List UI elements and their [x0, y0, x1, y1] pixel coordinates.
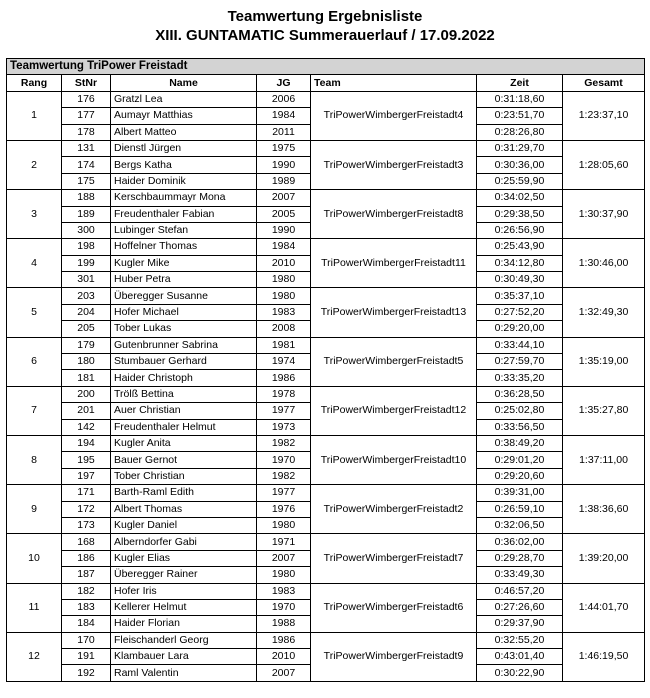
- start-number: 183: [62, 599, 111, 615]
- athlete-time: 0:29:28,70: [477, 550, 563, 566]
- birth-year: 2010: [257, 649, 311, 665]
- athlete-time: 0:33:35,20: [477, 370, 563, 386]
- birth-year: 1975: [257, 140, 311, 156]
- athlete-name: Bergs Katha: [111, 157, 257, 173]
- column-header-stnr: StNr: [62, 75, 111, 91]
- athlete-time: 0:33:49,30: [477, 567, 563, 583]
- birth-year: 2011: [257, 124, 311, 140]
- birth-year: 1982: [257, 435, 311, 451]
- table-row: [7, 288, 645, 304]
- team-name: TriPowerWimbergerFreistadt2: [311, 485, 477, 534]
- athlete-time: 0:26:59,10: [477, 501, 563, 517]
- document-header: [0, 8, 650, 45]
- athlete-name: Haider Dominik: [111, 173, 257, 189]
- athlete-name: Kerschbaummayr Mona: [111, 190, 257, 206]
- table-row: [7, 239, 645, 255]
- start-number: 195: [62, 452, 111, 468]
- team-rank: 4: [7, 239, 62, 288]
- team-total-time: 1:30:46,00: [563, 239, 645, 288]
- start-number: 172: [62, 501, 111, 517]
- table-banner: Teamwertung TriPower Freistadt: [7, 59, 645, 75]
- birth-year: 1982: [257, 468, 311, 484]
- athlete-time: 0:29:20,60: [477, 468, 563, 484]
- birth-year: 1977: [257, 485, 311, 501]
- start-number: 204: [62, 304, 111, 320]
- athlete-time: 0:27:26,60: [477, 599, 563, 615]
- athlete-time: 0:25:59,90: [477, 173, 563, 189]
- birth-year: 1986: [257, 632, 311, 648]
- athlete-time: 0:33:44,10: [477, 337, 563, 353]
- athlete-name: Hofer Iris: [111, 583, 257, 599]
- team-name: TriPowerWimbergerFreistadt12: [311, 386, 477, 435]
- athlete-time: 0:46:57,20: [477, 583, 563, 599]
- table-row: [7, 337, 645, 353]
- birth-year: 1981: [257, 337, 311, 353]
- athlete-name: Freudenthaler Fabian: [111, 206, 257, 222]
- birth-year: 1980: [257, 567, 311, 583]
- start-number: 200: [62, 386, 111, 402]
- athlete-time: 0:27:59,70: [477, 354, 563, 370]
- team-rank: 12: [7, 632, 62, 681]
- team-rank: 2: [7, 140, 62, 189]
- athlete-time: 0:31:29,70: [477, 140, 563, 156]
- birth-year: 1977: [257, 403, 311, 419]
- athlete-time: 0:35:37,10: [477, 288, 563, 304]
- athlete-name: Haider Christoph: [111, 370, 257, 386]
- athlete-name: Barth-Raml Edith: [111, 485, 257, 501]
- team-name: TriPowerWimbergerFreistadt7: [311, 534, 477, 583]
- start-number: 170: [62, 632, 111, 648]
- athlete-name: Aumayr Matthias: [111, 108, 257, 124]
- athlete-name: Hoffelner Thomas: [111, 239, 257, 255]
- athlete-time: 0:33:56,50: [477, 419, 563, 435]
- column-header-jg: JG: [257, 75, 311, 91]
- athlete-name: Trölß Bettina: [111, 386, 257, 402]
- team-rank: 11: [7, 583, 62, 632]
- athlete-time: 0:30:22,90: [477, 665, 563, 681]
- table-banner-row: [7, 59, 645, 75]
- team-rank: 9: [7, 485, 62, 534]
- start-number: 199: [62, 255, 111, 271]
- start-number: 131: [62, 140, 111, 156]
- start-number: 175: [62, 173, 111, 189]
- athlete-time: 0:43:01,40: [477, 649, 563, 665]
- birth-year: 1980: [257, 517, 311, 533]
- athlete-name: Raml Valentin: [111, 665, 257, 681]
- team-name: TriPowerWimbergerFreistadt13: [311, 288, 477, 337]
- column-header-rank: Rang: [7, 75, 62, 91]
- table-header-row: [7, 75, 645, 91]
- birth-year: 1988: [257, 616, 311, 632]
- team-total-time: 1:30:37,90: [563, 190, 645, 239]
- team-name: TriPowerWimbergerFreistadt4: [311, 91, 477, 140]
- team-rank: 8: [7, 435, 62, 484]
- athlete-name: Lubinger Stefan: [111, 222, 257, 238]
- athlete-time: 0:32:55,20: [477, 632, 563, 648]
- start-number: 300: [62, 222, 111, 238]
- team-total-time: 1:32:49,30: [563, 288, 645, 337]
- athlete-time: 0:29:37,90: [477, 616, 563, 632]
- athlete-name: Fleischanderl Georg: [111, 632, 257, 648]
- athlete-time: 0:39:31,00: [477, 485, 563, 501]
- team-total-time: 1:37:11,00: [563, 435, 645, 484]
- team-name: TriPowerWimbergerFreistadt10: [311, 435, 477, 484]
- start-number: 301: [62, 272, 111, 288]
- birth-year: 1990: [257, 222, 311, 238]
- birth-year: 1970: [257, 452, 311, 468]
- birth-year: 2007: [257, 665, 311, 681]
- team-name: TriPowerWimbergerFreistadt11: [311, 239, 477, 288]
- birth-year: 1976: [257, 501, 311, 517]
- table-row: [7, 386, 645, 402]
- athlete-name: Gratzl Lea: [111, 91, 257, 107]
- start-number: 203: [62, 288, 111, 304]
- table-row: [7, 435, 645, 451]
- athlete-name: Tober Lukas: [111, 321, 257, 337]
- athlete-name: Kellerer Helmut: [111, 599, 257, 615]
- athlete-name: Stumbauer Gerhard: [111, 354, 257, 370]
- athlete-name: Albert Matteo: [111, 124, 257, 140]
- athlete-name: Überegger Susanne: [111, 288, 257, 304]
- athlete-name: Tober Christian: [111, 468, 257, 484]
- athlete-name: Auer Christian: [111, 403, 257, 419]
- team-name: TriPowerWimbergerFreistadt3: [311, 140, 477, 189]
- table-body: [7, 91, 645, 681]
- team-rank: 10: [7, 534, 62, 583]
- birth-year: 2010: [257, 255, 311, 271]
- athlete-time: 0:23:51,70: [477, 108, 563, 124]
- column-header-team: Team: [311, 75, 477, 91]
- athlete-name: Klambauer Lara: [111, 649, 257, 665]
- athlete-time: 0:25:02,80: [477, 403, 563, 419]
- start-number: 181: [62, 370, 111, 386]
- start-number: 189: [62, 206, 111, 222]
- birth-year: 1989: [257, 173, 311, 189]
- start-number: 201: [62, 403, 111, 419]
- birth-year: 1973: [257, 419, 311, 435]
- athlete-name: Haider Florian: [111, 616, 257, 632]
- athlete-name: Bauer Gernot: [111, 452, 257, 468]
- birth-year: 1980: [257, 288, 311, 304]
- birth-year: 2008: [257, 321, 311, 337]
- team-rank: 1: [7, 91, 62, 140]
- athlete-name: Freudenthaler Helmut: [111, 419, 257, 435]
- start-number: 168: [62, 534, 111, 550]
- athlete-name: Gutenbrunner Sabrina: [111, 337, 257, 353]
- table-row: [7, 632, 645, 648]
- start-number: 182: [62, 583, 111, 599]
- results-table: [6, 58, 645, 682]
- start-number: 187: [62, 567, 111, 583]
- birth-year: 1974: [257, 354, 311, 370]
- team-total-time: 1:35:19,00: [563, 337, 645, 386]
- table-row: [7, 485, 645, 501]
- athlete-time: 0:30:49,30: [477, 272, 563, 288]
- athlete-time: 0:27:52,20: [477, 304, 563, 320]
- column-header-time: Zeit: [477, 75, 563, 91]
- birth-year: 1980: [257, 272, 311, 288]
- team-rank: 5: [7, 288, 62, 337]
- athlete-name: Überegger Rainer: [111, 567, 257, 583]
- birth-year: 2006: [257, 91, 311, 107]
- birth-year: 1984: [257, 108, 311, 124]
- athlete-name: Dienstl Jürgen: [111, 140, 257, 156]
- start-number: 191: [62, 649, 111, 665]
- athlete-time: 0:34:12,80: [477, 255, 563, 271]
- start-number: 142: [62, 419, 111, 435]
- athlete-time: 0:29:01,20: [477, 452, 563, 468]
- birth-year: 1983: [257, 583, 311, 599]
- birth-year: 1984: [257, 239, 311, 255]
- start-number: 177: [62, 108, 111, 124]
- birth-year: 1990: [257, 157, 311, 173]
- athlete-time: 0:25:43,90: [477, 239, 563, 255]
- page-title: Teamwertung Ergebnisliste: [227, 8, 423, 25]
- birth-year: 2007: [257, 190, 311, 206]
- start-number: 194: [62, 435, 111, 451]
- table-row: [7, 534, 645, 550]
- athlete-time: 0:28:26,80: [477, 124, 563, 140]
- birth-year: 1971: [257, 534, 311, 550]
- athlete-name: Hofer Michael: [111, 304, 257, 320]
- athlete-time: 0:36:02,00: [477, 534, 563, 550]
- start-number: 205: [62, 321, 111, 337]
- page-subtitle: XIII. GUNTAMATIC Summerauerlauf / 17.09.2022: [155, 27, 495, 44]
- team-total-time: 1:46:19,50: [563, 632, 645, 681]
- team-total-time: 1:44:01,70: [563, 583, 645, 632]
- column-header-name: Name: [111, 75, 257, 91]
- athlete-time: 0:38:49,20: [477, 435, 563, 451]
- athlete-name: Kugler Anita: [111, 435, 257, 451]
- table-row: [7, 190, 645, 206]
- birth-year: 1986: [257, 370, 311, 386]
- team-total-time: 1:39:20,00: [563, 534, 645, 583]
- athlete-time: 0:31:18,60: [477, 91, 563, 107]
- athlete-time: 0:32:06,50: [477, 517, 563, 533]
- start-number: 173: [62, 517, 111, 533]
- athlete-time: 0:34:02,50: [477, 190, 563, 206]
- table-row: [7, 583, 645, 599]
- birth-year: 1983: [257, 304, 311, 320]
- team-name: TriPowerWimbergerFreistadt9: [311, 632, 477, 681]
- birth-year: 1978: [257, 386, 311, 402]
- team-total-time: 1:23:37,10: [563, 91, 645, 140]
- team-rank: 3: [7, 190, 62, 239]
- athlete-name: Kugler Daniel: [111, 517, 257, 533]
- team-total-time: 1:28:05,60: [563, 140, 645, 189]
- team-rank: 6: [7, 337, 62, 386]
- birth-year: 1970: [257, 599, 311, 615]
- birth-year: 2007: [257, 550, 311, 566]
- birth-year: 2005: [257, 206, 311, 222]
- column-header-total: Gesamt: [563, 75, 645, 91]
- athlete-name: Albert Thomas: [111, 501, 257, 517]
- start-number: 179: [62, 337, 111, 353]
- table-row: [7, 91, 645, 107]
- start-number: 188: [62, 190, 111, 206]
- start-number: 180: [62, 354, 111, 370]
- start-number: 178: [62, 124, 111, 140]
- start-number: 171: [62, 485, 111, 501]
- athlete-time: 0:26:56,90: [477, 222, 563, 238]
- start-number: 186: [62, 550, 111, 566]
- athlete-name: Kugler Mike: [111, 255, 257, 271]
- start-number: 176: [62, 91, 111, 107]
- athlete-name: Kugler Elias: [111, 550, 257, 566]
- start-number: 198: [62, 239, 111, 255]
- athlete-name: Alberndorfer Gabi: [111, 534, 257, 550]
- team-name: TriPowerWimbergerFreistadt8: [311, 190, 477, 239]
- athlete-time: 0:29:38,50: [477, 206, 563, 222]
- athlete-time: 0:29:20,00: [477, 321, 563, 337]
- team-name: TriPowerWimbergerFreistadt5: [311, 337, 477, 386]
- start-number: 197: [62, 468, 111, 484]
- team-rank: 7: [7, 386, 62, 435]
- team-total-time: 1:35:27,80: [563, 386, 645, 435]
- start-number: 174: [62, 157, 111, 173]
- athlete-time: 0:36:28,50: [477, 386, 563, 402]
- table-row: [7, 140, 645, 156]
- team-name: TriPowerWimbergerFreistadt6: [311, 583, 477, 632]
- start-number: 184: [62, 616, 111, 632]
- start-number: 192: [62, 665, 111, 681]
- athlete-name: Huber Petra: [111, 272, 257, 288]
- team-total-time: 1:38:36,60: [563, 485, 645, 534]
- athlete-time: 0:30:36,00: [477, 157, 563, 173]
